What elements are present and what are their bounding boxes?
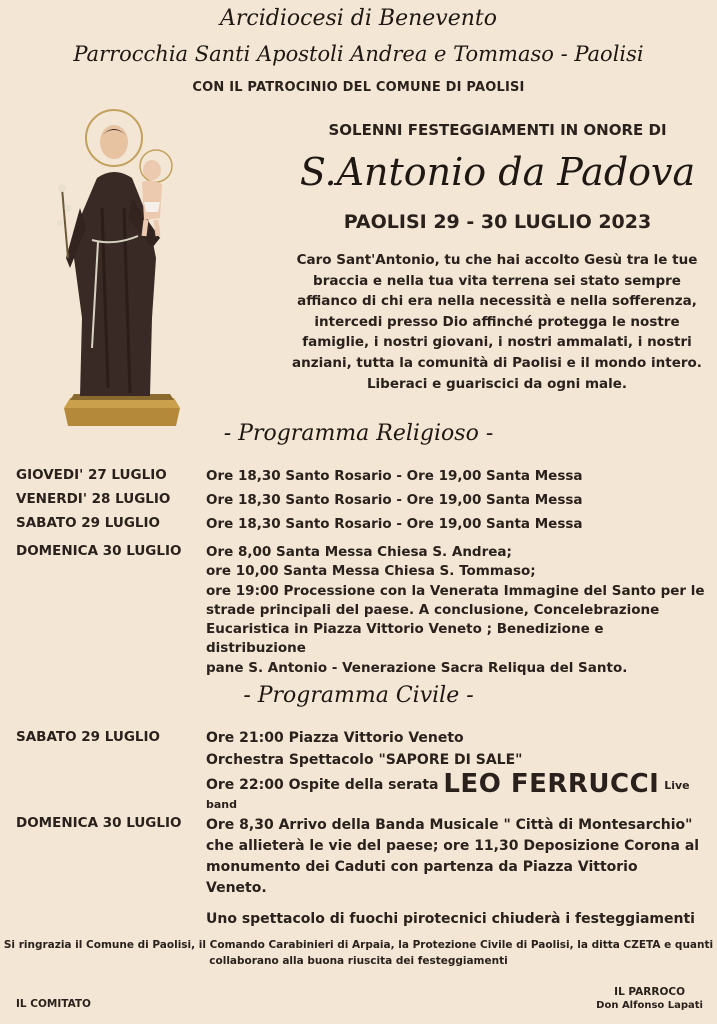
civil-saturday-orchestra: Orchestra Spettacolo "SAPORE DI SALE" [206, 752, 523, 768]
saint-statue-image [52, 108, 192, 438]
schedule-text: Ore 18,30 Santo Rosario - Ore 19,00 Santa Messa [206, 468, 583, 484]
guest-star-name: LEO FERRUCCI [443, 769, 660, 799]
civil-sunday-text [206, 815, 706, 899]
patronage-line: CON IL PATROCINIO DEL COMUNE DI PAOLISI [192, 80, 525, 95]
religious-program-heading: - Programma Religioso - [223, 421, 494, 446]
schedule-line: pane S. Antonio - Venerazione Sacra Reliqua del Santo. [206, 659, 628, 676]
schedule-day: DOMENICA 30 LUGLIO [16, 543, 182, 559]
parish-heading: Parrocchia Santi Apostoli Andrea e Tommaso - Paolisi [73, 42, 644, 66]
parish-priest-name: Don Alfonso Lapati [596, 1000, 703, 1011]
saint-name-title: S.Antonio da Padova [299, 150, 696, 194]
schedule-line: ore 10,00 Santa Messa Chiesa S. Tommaso; [206, 563, 536, 580]
civil-sunday-line: Veneto. [206, 880, 267, 896]
prayer-line: braccia e nella tua vita terrena sei stato sempre [313, 272, 681, 289]
schedule-text: Ore 18,30 Santo Rosario - Ore 19,00 Santa Messa [206, 492, 583, 508]
schedule-line: ore 19:00 Processione con la Venerata Immagine del Santo per le [206, 582, 705, 599]
prayer-line: Liberaci e guariscici da ogni male. [366, 375, 628, 392]
civil-saturday-guest [206, 769, 716, 815]
schedule-line: Eucaristica in Piazza Vittorio Veneto ; Benedizione e distribuzione [206, 621, 604, 657]
guest-star-suffix: Live band [206, 779, 690, 812]
schedule-text: Ore 18,30 Santo Rosario - Ore 19,00 Santa Messa [206, 516, 583, 532]
schedule-line: strade principali del paese. A conclusione, Concelebrazione [206, 601, 660, 618]
schedule-day: GIOVEDI' 27 LUGLIO [16, 467, 167, 483]
parish-priest-title: IL PARROCO [614, 986, 685, 998]
festival-dates: PAOLISI 29 - 30 LUGLIO 2023 [343, 211, 652, 233]
schedule-line: Ore 8,00 Santa Messa Chiesa S. Andrea; [206, 544, 512, 560]
prayer-line: intercedi presso Dio affinché protegga le nostre [314, 313, 680, 330]
prayer-line: anziani, tutta la comunità di Paolisi e il mondo intero. [292, 354, 702, 371]
schedule-day: SABATO 29 LUGLIO [16, 515, 160, 531]
prayer-line: affianco di chi era nella necessità e nella sofferenza, [297, 293, 697, 310]
prayer-text [272, 250, 717, 394]
acknowledgements-line: Si ringrazia il Comune di Paolisi, il Comando Carabinieri di Arpaia, la Protezione Civile di Paolisi, la ditta CZETA e quanti [3, 939, 714, 951]
civil-day-sunday: DOMENICA 30 LUGLIO [16, 815, 182, 831]
prayer-line: Caro Sant'Antonio, tu che hai accolto Gesù tra le tue [296, 252, 698, 268]
committee-signature: IL COMITATO [16, 998, 91, 1010]
festivities-subtitle: SOLENNI FESTEGGIAMENTI IN ONORE DI [328, 121, 667, 139]
archdiocese-heading: Arcidiocesi di Benevento [220, 6, 497, 31]
parish-priest-signature [596, 985, 703, 1013]
guest-intro: Ore 22:00 Ospite della serata [206, 777, 439, 793]
civil-saturday-line: Ore 21:00 Piazza Vittorio Veneto [206, 730, 464, 746]
civil-sunday-line: che allieterà le vie del paese; ore 11,30 Deposizione Corona al [206, 838, 700, 854]
acknowledgements-line: collaborano alla buona riuscita dei festeggiamenti [209, 955, 508, 967]
fireworks-note: Uno spettacolo di fuochi pirotecnici chiuderà i festeggiamenti [206, 911, 695, 927]
civil-sunday-line: Ore 8,30 Arrivo della Banda Musicale " Città di Montesarchio" [206, 817, 693, 833]
civil-program-heading: - Programma Civile - [243, 683, 474, 708]
civil-day-saturday: SABATO 29 LUGLIO [16, 729, 160, 745]
acknowledgements [0, 937, 717, 969]
prayer-line: famiglie, i nostri giovani, i nostri ammalati, i nostri [302, 334, 692, 351]
schedule-day: VENERDI' 28 LUGLIO [16, 491, 171, 507]
civil-sunday-line: monumento dei Caduti con partenza da Piazza Vittorio [206, 859, 638, 875]
schedule-text [206, 543, 706, 678]
